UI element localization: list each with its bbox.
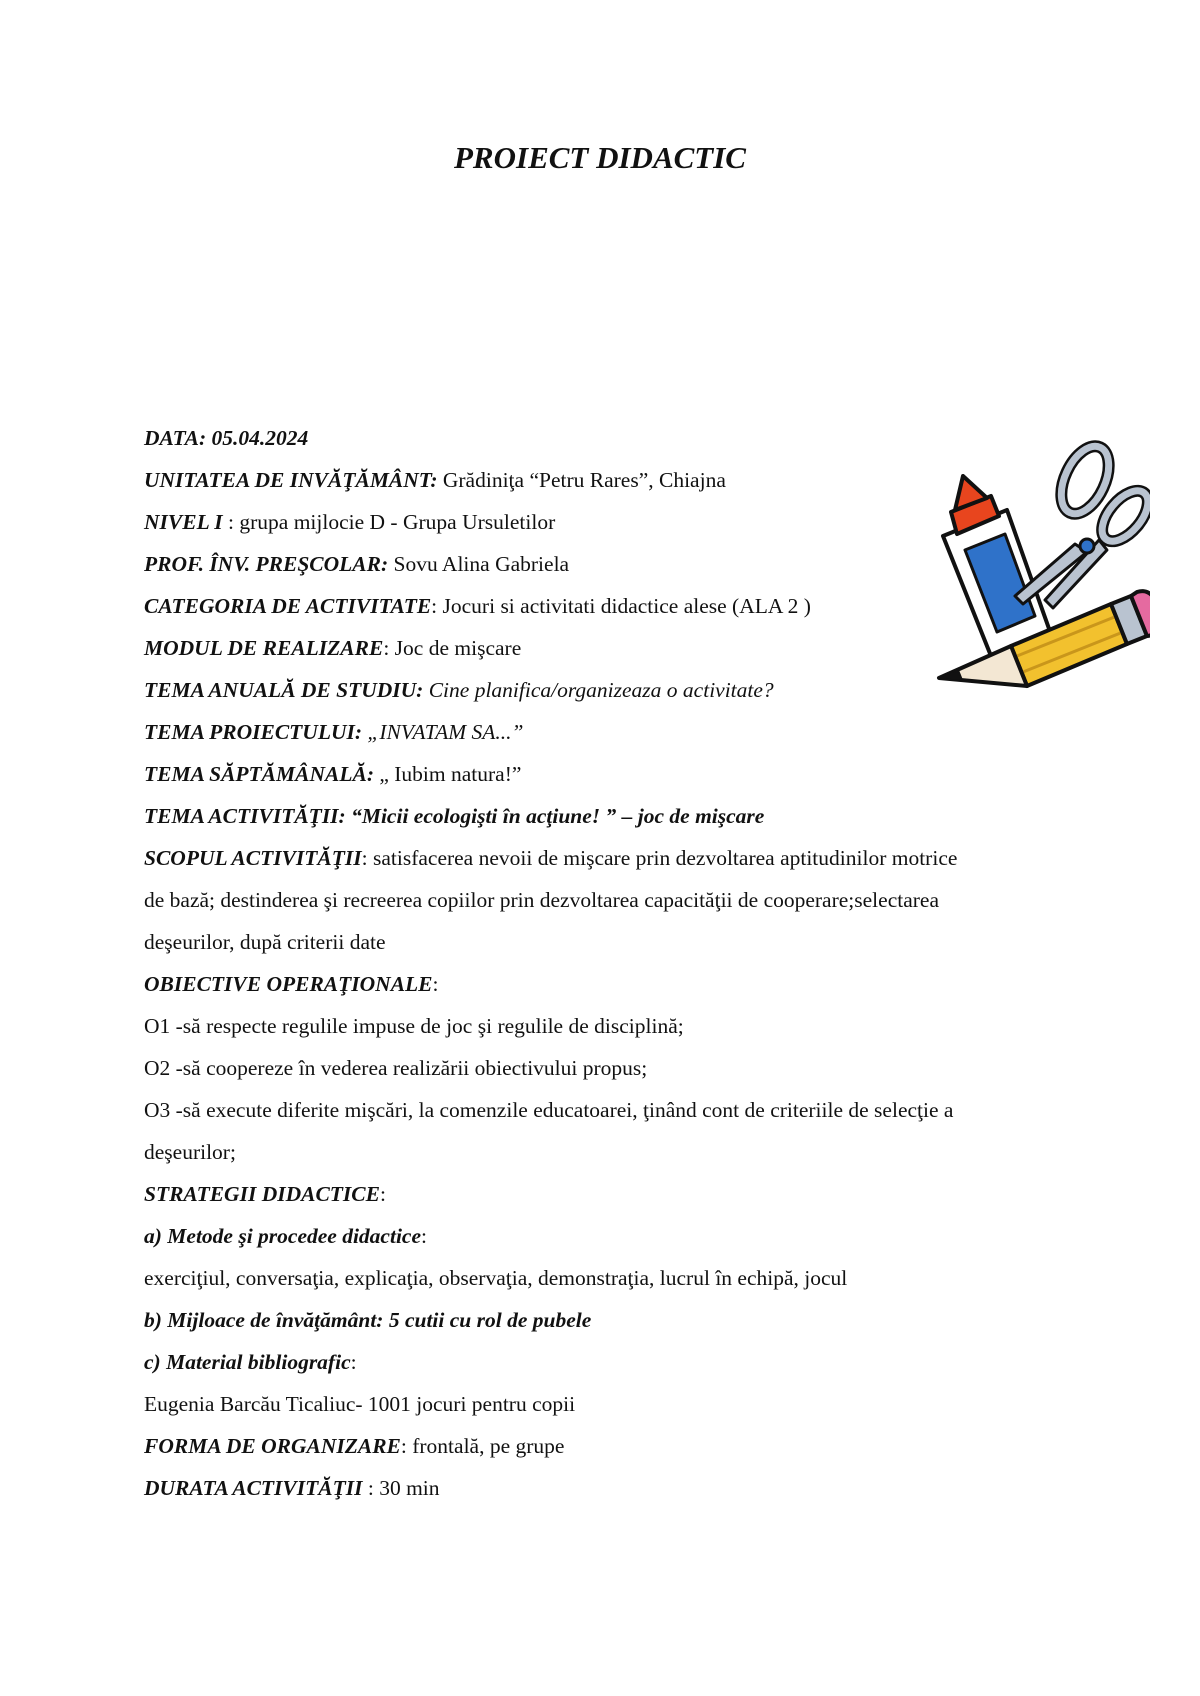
forma-value: : frontală, pe grupe — [400, 1434, 565, 1458]
material-label: c) Material bibliografic — [144, 1350, 351, 1374]
obiectiv-o3-line1: O3 -să execute diferite mişcări, la comenzile educatoarei, ţinând cont de criteriile de selecţie a — [144, 1098, 954, 1122]
material-row — [144, 1341, 1084, 1383]
strategii-colon: : — [379, 1182, 386, 1206]
obiective-row — [144, 963, 1084, 1005]
scopul-line3: deşeurilor, după criterii date — [144, 930, 386, 954]
forma-label: FORMA DE ORGANIZARE — [144, 1434, 401, 1458]
tema-saptamanala-row — [144, 753, 1084, 795]
durata-value: : 30 min — [362, 1476, 440, 1500]
material-value: Eugenia Barcău Ticaliuc- 1001 jocuri pentru copii — [144, 1392, 576, 1416]
tema-saptamanala-value: „ Iubim natura!” — [373, 762, 522, 786]
page-title: PROIECT DIDACTIC — [454, 140, 746, 175]
mijloace-label: b) Mijloace de învăţământ: 5 cutii cu rol de pubele — [144, 1308, 592, 1332]
tema-proiectului-label: TEMA PROIECTULUI: — [144, 720, 363, 744]
school-supplies-clipart — [935, 440, 1150, 702]
categoria-label: CATEGORIA DE ACTIVITATE — [144, 594, 432, 618]
tema-proiectului-row — [144, 711, 1084, 753]
scissors-icon — [1015, 440, 1150, 608]
nivel-label: NIVEL I — [144, 510, 223, 534]
material-colon: : — [350, 1350, 357, 1374]
tema-anuala-value: Cine planifica/organizeaza o activitate? — [423, 678, 774, 702]
metode-value: exerciţiul, conversaţia, explicaţia, observaţia, demonstraţia, lucrul în echipă, jocul — [144, 1266, 848, 1290]
tema-activitatii-row — [144, 795, 1084, 837]
tema-anuala-label: TEMA ANUALĂ DE STUDIU: — [144, 678, 424, 702]
prof-value: Sovu Alina Gabriela — [388, 552, 570, 576]
obiectiv-o2: O2 -să coopereze în vederea realizării obiectivului propus; — [144, 1056, 648, 1080]
durata-row — [144, 1467, 1084, 1509]
tema-proiectului-value: „INVATAM SA...” — [362, 720, 524, 744]
tema-activitatii-value: “Micii ecologişti în acţiune! ” – joc de mişcare — [345, 804, 765, 828]
scopul-line1: : satisfacerea nevoii de mişcare prin dezvoltarea aptitudinilor motrice — [361, 846, 958, 870]
obiectiv-o3-line2: deşeurilor; — [144, 1140, 236, 1164]
data-label: DATA: 05.04.2024 — [144, 426, 309, 450]
tema-saptamanala-label: TEMA SĂPTĂMÂNALĂ: — [144, 762, 374, 786]
obiectiv-o1: O1 -să respecte regulile impuse de joc şi regulile de disciplină; — [144, 1014, 684, 1038]
scopul-line2: de bază; destinderea şi recreerea copiilor prin dezvoltarea capacităţii de cooperare;selectarea — [144, 888, 940, 912]
tema-activitatii-label: TEMA ACTIVITĂŢII: — [144, 804, 346, 828]
nivel-value: : grupa mijlocie D - Grupa Ursuletilor — [222, 510, 556, 534]
strategii-row — [144, 1173, 1084, 1215]
obiective-label: OBIECTIVE OPERAŢIONALE — [144, 972, 433, 996]
scopul-label: SCOPUL ACTIVITĂŢII — [144, 846, 362, 870]
forma-row — [144, 1425, 1084, 1467]
strategii-label: STRATEGII DIDACTICE — [144, 1182, 380, 1206]
metode-row — [144, 1215, 1084, 1257]
prof-label: PROF. ÎNV. PREŞCOLAR: — [144, 552, 389, 576]
modul-value: : Joc de mişcare — [383, 636, 522, 660]
durata-label: DURATA ACTIVITĂŢII — [144, 1476, 363, 1500]
metode-colon: : — [421, 1224, 427, 1248]
scopul-row — [144, 837, 1084, 879]
obiective-colon: : — [432, 972, 439, 996]
metode-label: a) Metode şi procedee didactice — [144, 1224, 422, 1248]
unitatea-label: UNITATEA DE INVĂŢĂMÂNT: — [144, 468, 438, 492]
modul-label: MODUL DE REALIZARE — [144, 636, 384, 660]
categoria-value: : Jocuri si activitati didactice alese (ALA 2 ) — [431, 594, 811, 618]
mijloace-row — [144, 1299, 1084, 1341]
unitatea-value: Grădiniţa “Petru Rares”, Chiajna — [437, 468, 726, 492]
